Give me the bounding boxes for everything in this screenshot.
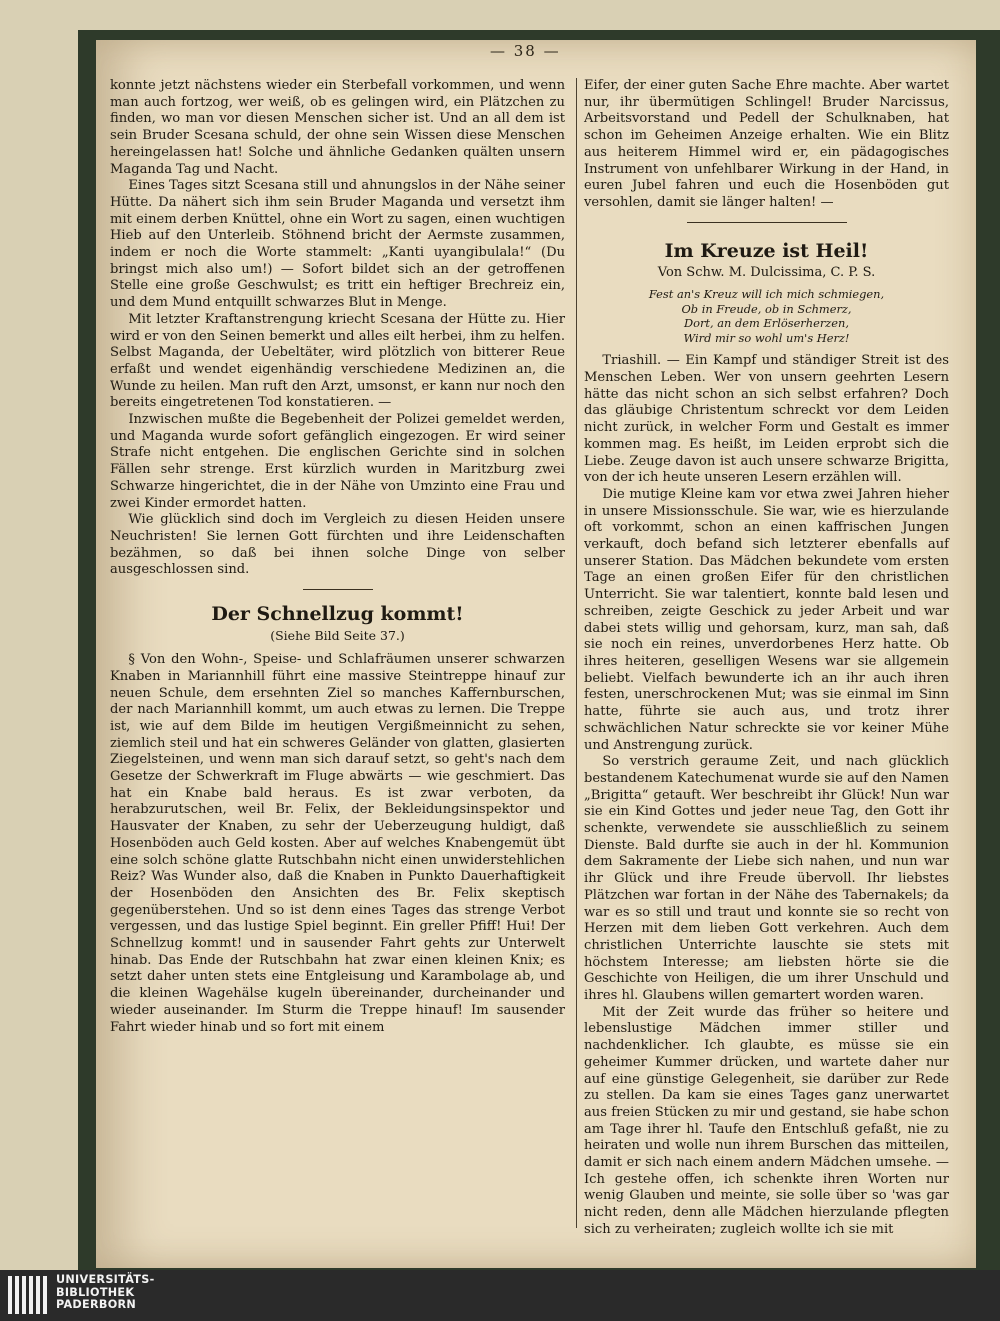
library-name-line: PADERBORN	[56, 1298, 137, 1312]
page-number: — 38 —	[490, 42, 561, 60]
paragraph: Mit der Zeit wurde das früher so heitere und lebenslustige Mädchen immer stiller und nachdenklicher. Ich glaubte, es müsse sie ein geheimer Kummer drücken, und wartete daher nur auf eine günstige Gelegenheit, sie darüber zur Rede zu stellen. Da kam sie eines Tages ganz unerwartet aus freien Stücken zu mir und gestand, sie habe schon am Tage ihrer hl. Taufe den Entschluß gefaßt, nie zu heiraten und wolle nun ihrem Burschen das mitteilen, damit er sich nach einem andern Mädchen umsehe. — Ich gestehe offen, ich schenkte ihren Worten nur wenig Glauben und meinte, sie solle über so 'was gar nicht reden, denn alle Mädchen hierzulande pflegten sich zu verheiraten; zugleich wollte ich sie mit	[584, 1004, 949, 1237]
library-name	[56, 1274, 155, 1312]
verse-line: Fest an's Kreuz will ich mich schmiegen,	[648, 287, 885, 302]
paragraph: Mit letzter Kraftanstrengung kriecht Scesana der Hütte zu. Hier wird er von den Seinen bemerkt und alles eilt herbei, ihm zu helfen. Selbst Maganda, der Uebeltäter, wird plötzlich von bitterer Reue erfaßt und wendet eigenhändig verschiedene Medizinen an, die Wunde zu heilen. Man ruft den Arzt, umsonst, er kann nur noch den bereits eingetretenen Tod konstatieren. —	[110, 311, 565, 411]
article-title: Im Kreuze ist Heil!	[664, 239, 869, 262]
section-divider	[687, 222, 847, 223]
paragraph: § Von den Wohn-, Speise- und Schlafräumen unserer schwarzen Knaben in Mariannhill führt eine massive Steintreppe hinauf zur neuen Schule, dem ersehnten Ziel so manches Kaffernburschen, der nach Mariannhill kommt, um auch etwas zu lernen. Die Treppe ist, wie auf dem Bilde im heutigen Vergißmeinnicht zu sehen, ziemlich steil und hat ein schweres Geländer von glatten, glasierten Ziegelsteinen, und wenn man sich darauf setzt, so geht's nach dem Gesetze der Schwerkraft im Fluge abwärts — wie geschmiert. Das hat ein Knabe bald heraus. Es ist zwar verboten, da herabzurutschen, weil Br. Felix, der Bekleidungsinspektor und Hausvater der Knaben, zu sehr der Ueberzeugung huldigt, daß Hosenböden auch Geld kosten. Aber auf welches Knabengemüt übt eine solch schöne glatte Rutschbahn nicht einen unwiderstehlichen Reiz? Was Wunder also, daß die Knaben in Punkto Dauerhaftigkeit der Hosenböden den Ansichten des Br. Felix skeptisch gegenüberstehen. Und so ist denn eines Tages das strenge Verbot vergessen, und das lustige Spiel beginnt. Ein greller Pfiff! Hui! Der Schnellzug kommt! und in sausender Fahrt gehts zur Unterwelt hinab. Das Ende der Rutschbahn hat zwar einen kleinen Knix; es setzt daher unten stets eine Entgleisung und Karambolage ab, und die kleinen Wagehälse kugeln übereinander, durcheinander und wieder auseinander. Im Sturm die Treppe hinauf! Im sausender Fahrt wieder hinab und so fort mit einem	[110, 652, 565, 1035]
epigraph-verse	[584, 287, 949, 345]
paragraph: So verstrich geraume Zeit, und nach glücklich bestandenem Katechumenat wurde sie auf den Namen „Brigitta“ getauft. Wer beschreibt ihr Glück! Nun war sie ein Kind Gottes und jeder neue Tag, den Gott ihr schenkte, verwendete sie ausschließlich zu seinem Dienste. Bald durfte sie auch in der hl. Kommunion dem Sakramente der Liebe sich nahen, und nun war ihr Glück und ihre Freude übervoll. Ihr liebstes Plätzchen war fortan in der Nähe des Tabernakels; da war es so still und traut und konnte sie so recht von Herzen mit dem lieben Gott verkehren. Auch dem christlichen Unterrichte lauschte sie stets mit höchstem Interesse; am liebsten hörte sie die Geschichte von Heiligen, die um ihrer Unschuld und ihres hl. Glaubens willen gemartert worden waren.	[584, 754, 949, 1004]
paragraph: konnte jetzt nächstens wieder ein Sterbefall vorkommen, und wenn man auch fortzog, wer weiß, ob es gelingen wird, ein Plätzchen zu finden, wo man vor diesen Menschen sicher ist. Und an all dem ist sein Bruder Scesana schuld, der ohne sein Wissen diese Menschen hereingelassen hat! Solche und ähnliche Gedanken quälten unsern Maganda Tag und Nacht.	[110, 78, 565, 177]
paragraph: Eifer, der einer guten Sache Ehre machte. Aber wartet nur, ihr übermütigen Schlingel! Bruder Narcissus, Arbeitsvorstand und Pedell der Schulknaben, hat schon im Geheimen Anzeige erhalten. Wie ein Blitz aus heiterem Himmel wird er, ein pädagogisches Instrument von unfehlbarer Wirkung in der Hand, in euren Jubel fahren und euch die Hosenböden gut versohlen, damit sie länger halten! —	[584, 78, 949, 210]
column-rule	[576, 78, 577, 1228]
article-subtitle: (Siehe Bild Seite 37.)	[270, 628, 405, 644]
library-logo-icon	[8, 1276, 48, 1314]
article-title: Der Schnellzug kommt!	[211, 603, 464, 626]
paragraph: Inzwischen mußte die Begebenheit der Polizei gemeldet werden, und Maganda wurde sofort gefänglich eingezogen. Er wird seiner Strafe nicht entgehen. Die englischen Gerichte sind in solchen Fällen sehr strenge. Erst kürzlich wurden in Maritzburg zwei Schwarze hingerichtet, die in der Nähe von Umzinto eine Frau und zwei Kinder ermordet hatten.	[110, 412, 565, 511]
verse-line: Dort, an dem Erlöserherzen,	[684, 316, 849, 331]
left-column	[110, 78, 565, 1036]
paragraph: Wie glücklich sind doch im Vergleich zu diesen Heiden unsere Neuchristen! Sie lernen Gott fürchten und ihre Leidenschaften bezähmen, so daß bei ihnen solche Dinge von selber ausgeschlossen sind.	[110, 512, 565, 578]
paragraph: Eines Tages sitzt Scesana still und ahnungslos in der Nähe seiner Hütte. Da nähert sich ihm sein Bruder Maganda und versetzt ihm mit einem derben Knüttel, ohne ein Wort zu sagen, einen wuchtigen Hieb auf den Unterleib. Stöhnend bricht der Aermste zusammen, indem er noch die Worte stammelt: „Kanti uyangibulala!“ (Du bringst mich also um!) — Sofort bildet sich an der getroffenen Stelle eine große Geschwulst; es tritt ein heftiger Brechreiz ein, und dem Mund entquillt schwarzes Blut in Menge.	[110, 178, 565, 311]
paragraph: Die mutige Kleine kam vor etwa zwei Jahren hieher in unsere Missionsschule. Sie war, wie es hierzulande oft vorkommt, schon an einen kaffrischen Jungen verkauft, doch befand sich letzterer ebenfalls auf unserer Station. Das Mädchen bekundete vom ersten Tage an einen großen Eifer für den christlichen Unterricht. Sie war talentiert, konnte bald lesen und schreiben, zeigte Geschick zu jeder Arbeit und war dabei stets willig und gehorsam, kurz, man sah, daß sie noch ein reines, unverdorbenes Herz hatte. Ob ihres heiteren, geselligen Wesens war sie allgemein beliebt. Vielfach bewunderte ich an ihr auch ihren festen, unerschrockenen Mut; was sie einmal im Sinn hatte, führte sie auch aus, und trotz ihrer schwächlichen Natur schreckte sie vor keiner Mühe und Anstrengung zurück.	[584, 486, 949, 753]
library-name-line: UNIVERSITÄTS-	[56, 1273, 155, 1286]
verse-line: Wird mir so wohl um's Herz!	[683, 330, 850, 345]
article-byline: Von Schw. M. Dulcissima, C. P. S.	[657, 264, 876, 280]
section-divider	[303, 589, 373, 590]
library-name-line: BIBLIOTHEK	[56, 1285, 135, 1299]
right-column	[584, 78, 949, 1239]
paragraph: Triashill. — Ein Kampf und ständiger Streit ist des Menschen Leben. Wer von unsern geehrten Lesern hätte das nicht schon an sich selbst erfahren? Doch das gläubige Christentum schreckt vor dem Leiden nicht zurück, in welcher Form und Gestalt es immer kommen mag. Es heißt, im Leiden erprobt sich die Liebe. Zeuge davon ist auch unsere schwarze Brigitta, von der ich heute unseren Lesern erzählen will.	[584, 353, 949, 486]
verse-line: Ob in Freude, ob in Schmerz,	[681, 301, 852, 316]
